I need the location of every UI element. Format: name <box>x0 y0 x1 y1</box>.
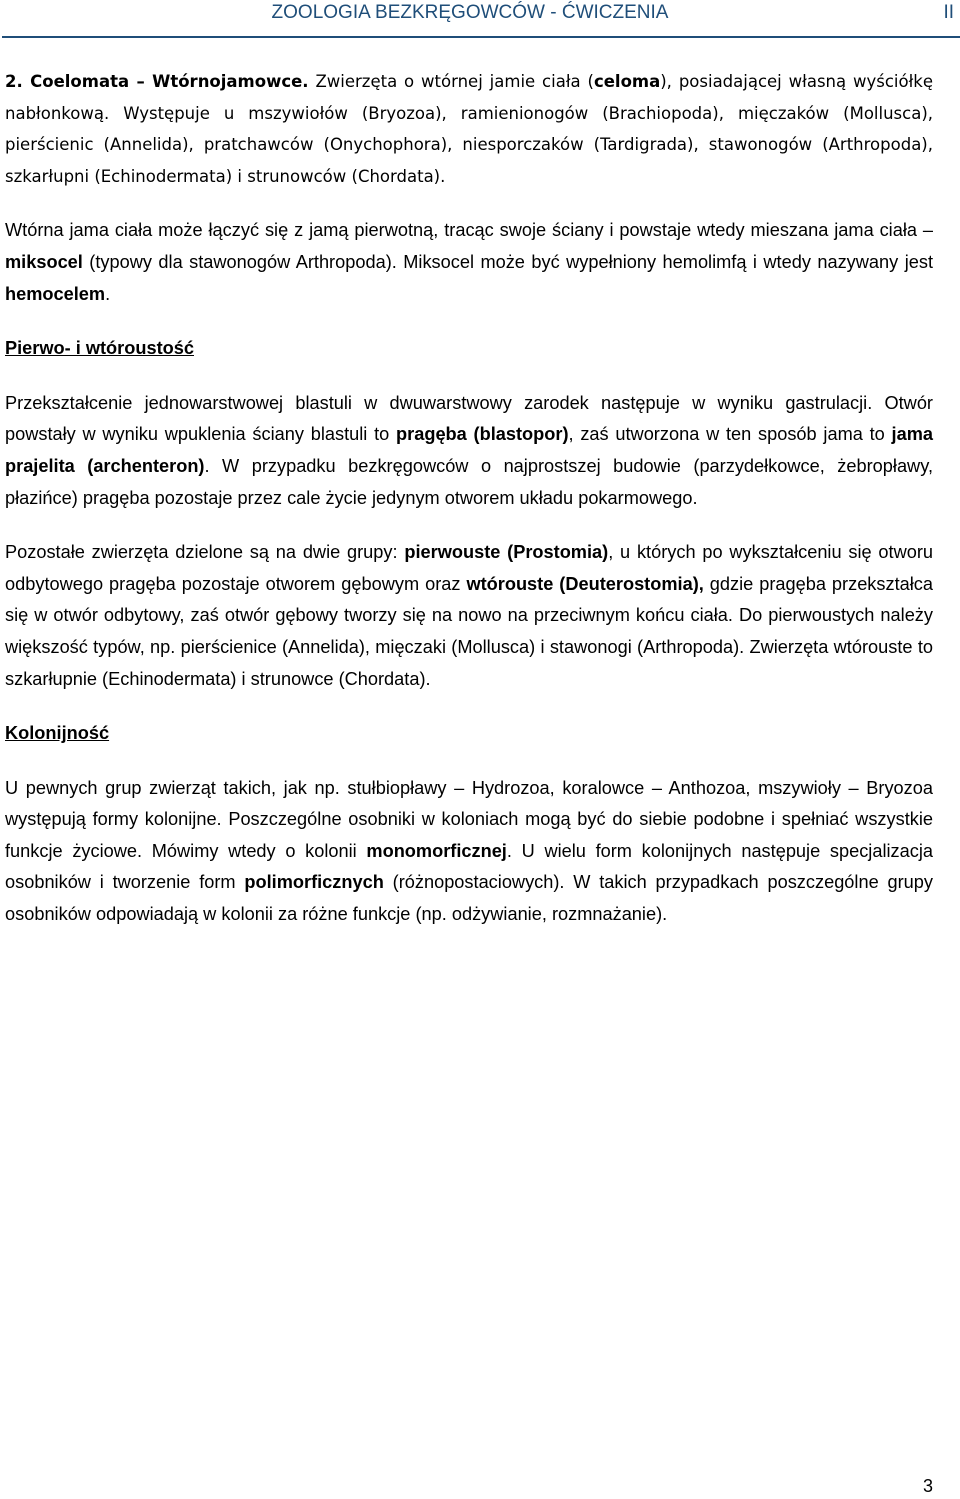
protostomia-paragraph <box>5 537 933 695</box>
term-celoma: celoma <box>593 72 661 91</box>
text-run: . W przypadku bezkręgowców o najprostszej budowie (parzydełkowce, żebropławy, płazińce) pragęba pozostaje przez cale życie jedynym otworem układu pokarmowego. <box>5 455 933 508</box>
coelomata-heading: 2. Coelomata – Wtórnojamowce. <box>5 72 309 91</box>
header-divider <box>2 36 960 38</box>
section-heading-colonial: Kolonijność <box>5 723 110 744</box>
text-run: ), posiadającej własną wyściółkę nabłonkową. Występuje u mszywiołów (Bryozoa), ramienionogów (Brachiopoda), mięczaków (Mollusca), pierścienic (Annelida), pratchawców (Onychophora), niesporczaków (Tardigrada), stawonogów (Arthropoda), szkarłupni (Echinodermata) i strunowców (Chordata). <box>5 72 933 186</box>
text-run: (typowy dla stawonogów Arthropoda). Miksocel może być wypełniony hemolimfą i wtedy nazywany jest <box>82 251 933 272</box>
text-run: U pewnych grup zwierząt takich, jak np. stułbiopławy – Hydrozoa, koralowce – Anthozoa, mszywioły – Bryozoa występują formy kolonijne. Poszczególne osobniki w koloniach mogą być do siebie podobne i spełniać wszystkie funkcje życiowe. Mówimy wtedy o kolonii <box>5 777 933 861</box>
term-polymorphic: polimorficznych <box>244 872 384 893</box>
term-archenteron: jama prajelita (archenteron) <box>5 424 933 476</box>
text-run: Pozostałe zwierzęta dzielone są na dwie grupy: <box>5 542 405 563</box>
text-run: , u których po wykształceniu się otworu odbytowego pragęba pozostaje otworem gębowym oraz <box>5 542 933 594</box>
term-blastopor: pragęba (blastopor) <box>396 424 569 445</box>
text-run: Zwierzęta o wtórnej jamie ciała ( <box>308 72 594 91</box>
gastrulation-paragraph <box>5 388 933 514</box>
term-monomorphic: monomorficznej <box>366 840 507 861</box>
colonial-paragraph <box>5 773 933 931</box>
text-run: Wtórna jama ciała może łączyć się z jamą pierwotną, tracąc swoje ściany i powstaje wtedy mieszana jama ciała – <box>5 220 933 241</box>
text-run: . <box>105 283 111 304</box>
running-header-section-number: II <box>943 2 954 23</box>
text-run: Przekształcenie jednowarstwowej blastuli w dwuwarstwowy zarodek następuje w wyniku gastrulacji. Otwór powstały w wyniku wpuklenia ściany blastuli to <box>5 392 933 445</box>
term-prostomia: pierwouste (Prostomia) <box>404 542 609 563</box>
text-run: (różnopostaciowych). W takich przypadkach poszczególne grupy osobników odpowiadają w kolonii za różne funkcje (np. odżywianie, rozmnażanie). <box>5 872 933 925</box>
term-hemocel: hemocelem <box>5 283 106 304</box>
term-deuterostomia: wtórouste (Deuterostomia), <box>466 573 704 594</box>
text-run: . U wielu form kolonijnych następuje specjalizacja osobników i tworzenie form <box>5 840 934 893</box>
term-miksocel: miksocel <box>5 251 83 272</box>
document-body <box>5 66 933 931</box>
text-run: gdzie pragęba przekształca się w otwór odbytowy, zaś otwór gębowy tworzy się na nowo na przeciwnym końcu ciała. Do pierwoustych należy większość typów, np. pierścienice (Annelida), mięczaki (Mollusca) i stawonogi (Arthropoda). Zwierzęta wtórouste to szkarłupnie (Echinodermata) i strunowce (Chordata). <box>5 573 934 689</box>
coelomata-paragraph <box>5 66 933 192</box>
running-header-title: ZOOLOGIA BEZKRĘGOWCÓW - ĆWICZENIA <box>271 2 669 23</box>
text-run: , zaś utworzona w ten sposób jama to <box>568 424 892 445</box>
page-number: 3 <box>922 1476 933 1496</box>
mixocoel-paragraph <box>5 215 933 310</box>
section-heading-stomy: Pierwo- i wtóroustość <box>5 338 194 359</box>
